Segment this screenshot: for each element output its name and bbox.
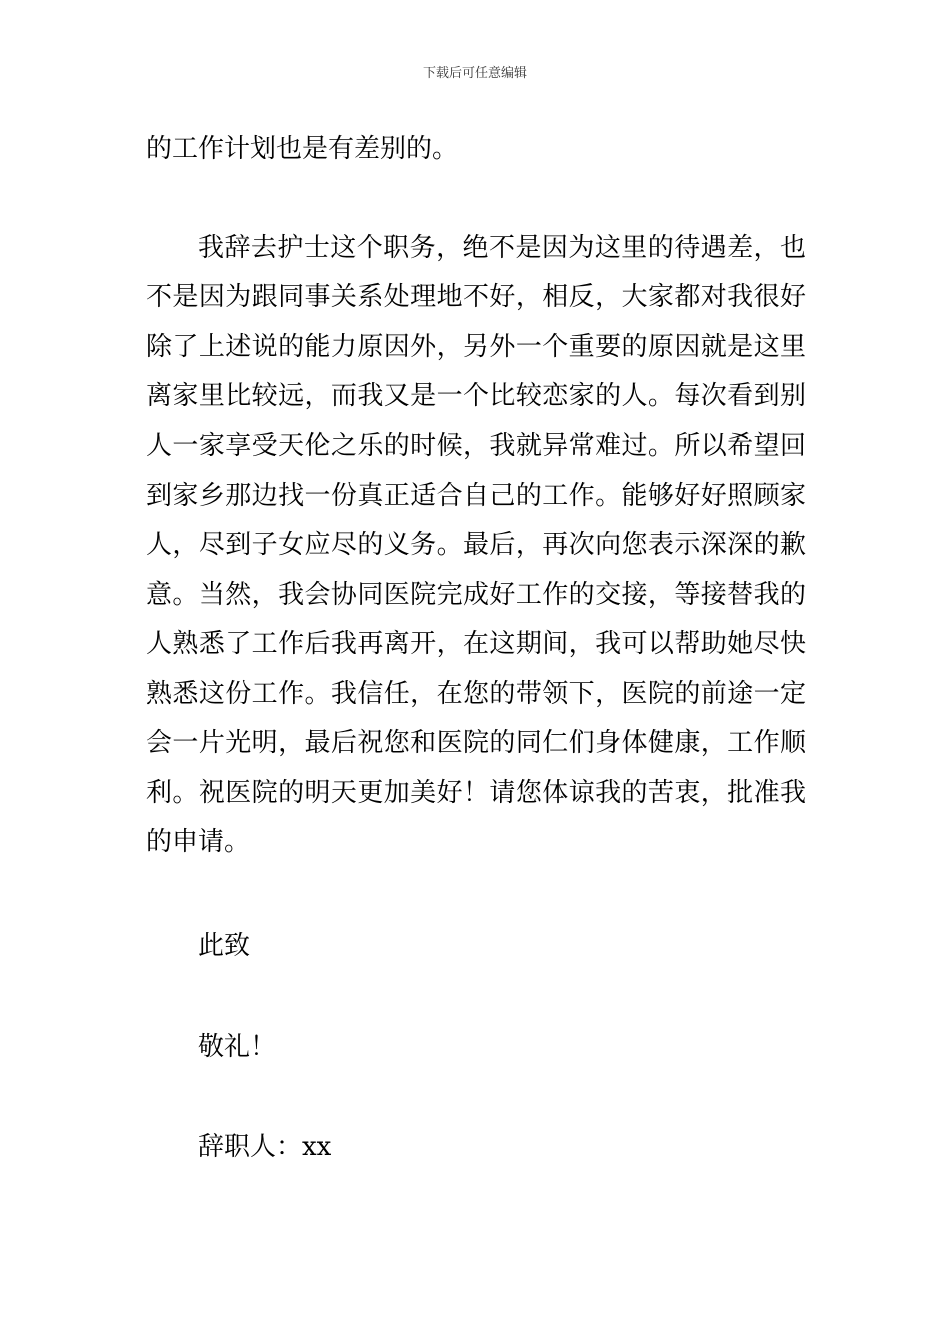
paragraph-line: 人一家享受天伦之乐的时候，我就异常难过。所以希望回 — [146, 431, 806, 461]
paragraph-line: 利。祝医院的明天更加美好！请您体谅我的苦衷，批准我 — [146, 778, 806, 808]
paragraph-line: 会一片光明，最后祝您和医院的同仁们身体健康，工作顺 — [146, 728, 806, 758]
salutation: 此致 — [198, 931, 251, 961]
header-note: 下载后可任意编辑 — [422, 66, 527, 81]
regards: 敬礼！ — [198, 1032, 277, 1062]
continued-line: 的工作计划也是有差别的。 — [146, 134, 459, 164]
paragraph-line: 的申请。 — [146, 827, 251, 857]
signature: 辞职人：xx — [198, 1132, 332, 1162]
paragraph-line: 熟悉这份工作。我信任，在您的带领下，医院的前途一定 — [146, 679, 806, 709]
paragraph-line: 到家乡那边找一份真正适合自己的工作。能够好好照顾家 — [146, 481, 806, 511]
paragraph-line: 不是因为跟同事关系处理地不好，相反，大家都对我很好 — [146, 282, 806, 312]
paragraph-line: 意。当然，我会协同医院完成好工作的交接，等接替我的 — [146, 580, 806, 610]
paragraph-line: 我辞去护士这个职务，绝不是因为这里的待遇差，也 — [198, 233, 806, 263]
paragraph-line: 人，尽到子女应尽的义务。最后，再次向您表示深深的歉 — [146, 530, 806, 560]
paragraph-line: 除了上述说的能力原因外，另外一个重要的原因就是这里 — [146, 332, 806, 362]
paragraph-line: 人熟悉了工作后我再离开，在这期间，我可以帮助她尽快 — [146, 629, 806, 659]
paragraph-line: 离家里比较远，而我又是一个比较恋家的人。每次看到别 — [146, 381, 806, 411]
